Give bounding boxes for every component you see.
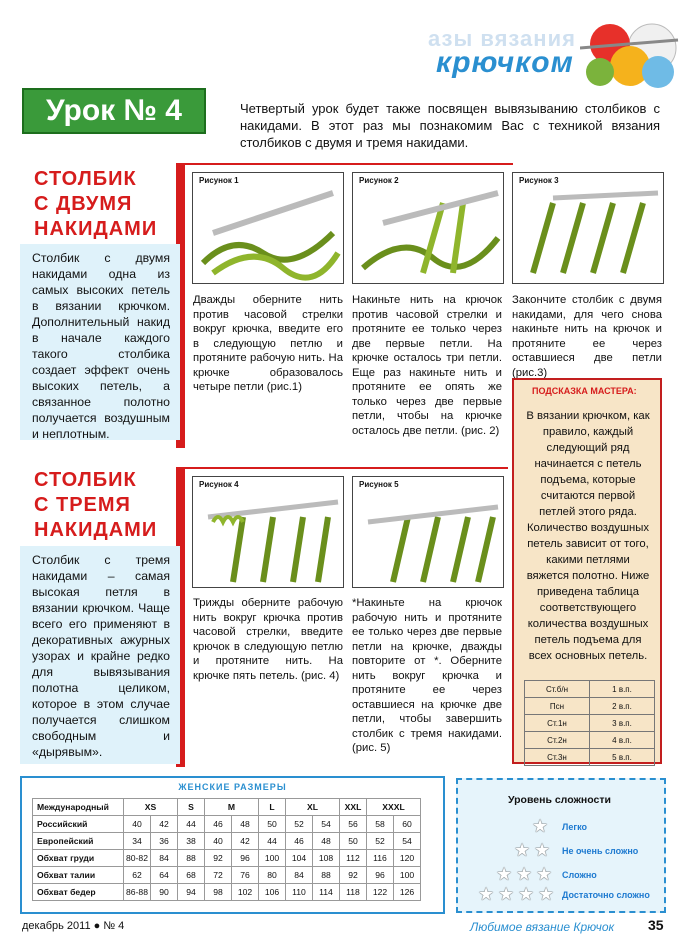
figure-2: Рисунок 2 (352, 172, 504, 284)
figure-5-caption: *Накиньте на крючок рабочую нить и протяните ее только через две первые петли на крючке, дважды повторите от *. Оберните нить вокруг крючка и протяните ее через оставшиеся на крючке две петли, чтобы завершить столбик с тремя накидами. (рис. 5) (352, 597, 502, 754)
table-row: Ст.б/н 1 в.п. (525, 681, 655, 698)
star-icon: ★ (538, 884, 555, 904)
figure-1: Рисунок 1 (192, 172, 344, 284)
star-icon: ★ (514, 840, 531, 860)
table-row: Обхват бедер 86-88 90 94 98 102 106 110 114 118 122 126 (33, 884, 421, 901)
magazine-name: Любимое вязание Крючок (470, 920, 615, 934)
stitch-illustration-icon (353, 477, 503, 587)
difficulty-title: Уровень сложности (508, 794, 611, 806)
section-kicker: азы вязания (428, 26, 576, 51)
level-label: Не очень сложно (562, 846, 639, 856)
table-row: Ст.1н 3 в.п. (525, 715, 655, 732)
section2-description: Столбик с тремя накидами – самая высокая петля в вязании крючком. Чаще всего его применяют в декоративных ажурных узорах и крайне редко для вывязывания полотна целиком, которое в этом случае получается слишком свободным и «дырявым». (20, 546, 180, 764)
page-number: 35 (648, 917, 664, 933)
section1-title: СТОЛБИК С ДВУМЯ НАКИДАМИ (34, 168, 158, 240)
master-tip-box (512, 378, 662, 764)
star-icon: ★ (478, 884, 495, 904)
stitch-illustration-icon (353, 173, 503, 283)
section2-title: СТОЛБИК С ТРЕМЯ НАКИДАМИ (34, 469, 158, 541)
section1-description: Столбик с двумя накидами одна из самых высоких петель в вязании крючком. Дополнительный накид в начале каждого такого столбика создает эффект очень высоких петель, а связанное полотно получается воздушным и неплотным. (20, 244, 180, 440)
figure-3: Рисунок 3 (512, 172, 664, 284)
figure-2-caption: Накиньте нить на крючок против часовой стрелки и протяните ее только через две первые петли. На крючке осталось три петли. Еще раз накиньте нить и протяните ее опять же только через две первые петли, чтобы на крючке осталось две петли. (рис. 2) (352, 294, 502, 437)
level-label: Достаточно сложно (562, 890, 650, 900)
table-row: Псн 2 в.п. (525, 698, 655, 715)
tip-title: ПОДСКАЗКА МАСТЕРА: (532, 386, 637, 396)
table-row: Обхват груди 80-82 84 88 92 96 100 104 108 112 116 120 (33, 850, 421, 867)
issue-info: декабрь 2011 ● № 4 (22, 920, 125, 932)
table-row: Европейский 34 36 38 40 42 44 46 48 50 52 54 (33, 833, 421, 850)
table-row: Ст.2н 4 в.п. (525, 732, 655, 749)
stitch-illustration-icon (513, 173, 663, 283)
star-icon: ★ (498, 884, 515, 904)
level-label: Легко (562, 822, 587, 832)
star-icon: ★ (536, 864, 553, 884)
sizes-title: ЖЕНСКИЕ РАЗМЕРЫ (178, 782, 287, 792)
table-row: Ст.3н 5 в.п. (525, 749, 655, 766)
stitch-illustration-icon (193, 477, 343, 587)
section2-rule (183, 467, 508, 469)
figure-4-caption: Трижды оберните рабочую нить вокруг крючка против часовой стрелки, введите крючок в следующую петлю и протяните нить. На крючке пять петель. (рис. 4) (193, 597, 343, 682)
stitch-illustration-icon (193, 173, 343, 283)
lift-chain-table (524, 680, 655, 766)
table-row: Международный XS S M L XL XXL XXXL (33, 799, 421, 816)
star-icon: ★ (534, 840, 551, 860)
lesson-intro: Четвертый урок будет также посвящен вывязыванию столбиков с накидами. В этот раз мы познакомим Вас с техникой вязания столбиков с двумя и тремя накидами. (240, 101, 660, 150)
tip-text: В вязании крючком, как правило, каждый следующий ряд начинается с петель подъема, которые считаются первой петлей этого ряда. Количество воздушных петель зависит от того, какими петлями вяжется полотно. Ниже приведена таблица соответствующего количества воздушных петель подъема для всех основных петель. (526, 410, 650, 662)
lesson-title: Урок № 4 (22, 88, 206, 134)
figure-4: Рисунок 4 (192, 476, 344, 588)
yarn-balls-icon (580, 10, 680, 90)
sizes-panel (20, 776, 445, 914)
table-row: Российский 40 42 44 46 48 50 52 54 56 58 60 (33, 816, 421, 833)
star-icon: ★ (532, 816, 549, 836)
figure-3-caption: Закончите столбик с двумя накидами, для чего снова накиньте нить на крючок и протяните ее через оставшиеся две петли (рис.3) (512, 294, 662, 379)
star-icon: ★ (496, 864, 513, 884)
figure-5: Рисунок 5 (352, 476, 504, 588)
figure-1-caption: Дважды оберните нить против часовой стрелки вокруг крючка, введите его в следующую петлю и протяните рабочую нить. На крючке образовалось четыре петли (рис.1) (193, 294, 343, 393)
difficulty-panel (456, 778, 666, 913)
section1-rule (183, 163, 513, 165)
section-heading: крючком (436, 46, 574, 79)
star-icon: ★ (516, 864, 533, 884)
sizes-table (32, 798, 421, 901)
star-icon: ★ (518, 884, 535, 904)
level-label: Сложно (562, 870, 597, 880)
table-row: Обхват талии 62 64 68 72 76 80 84 88 92 96 100 (33, 867, 421, 884)
